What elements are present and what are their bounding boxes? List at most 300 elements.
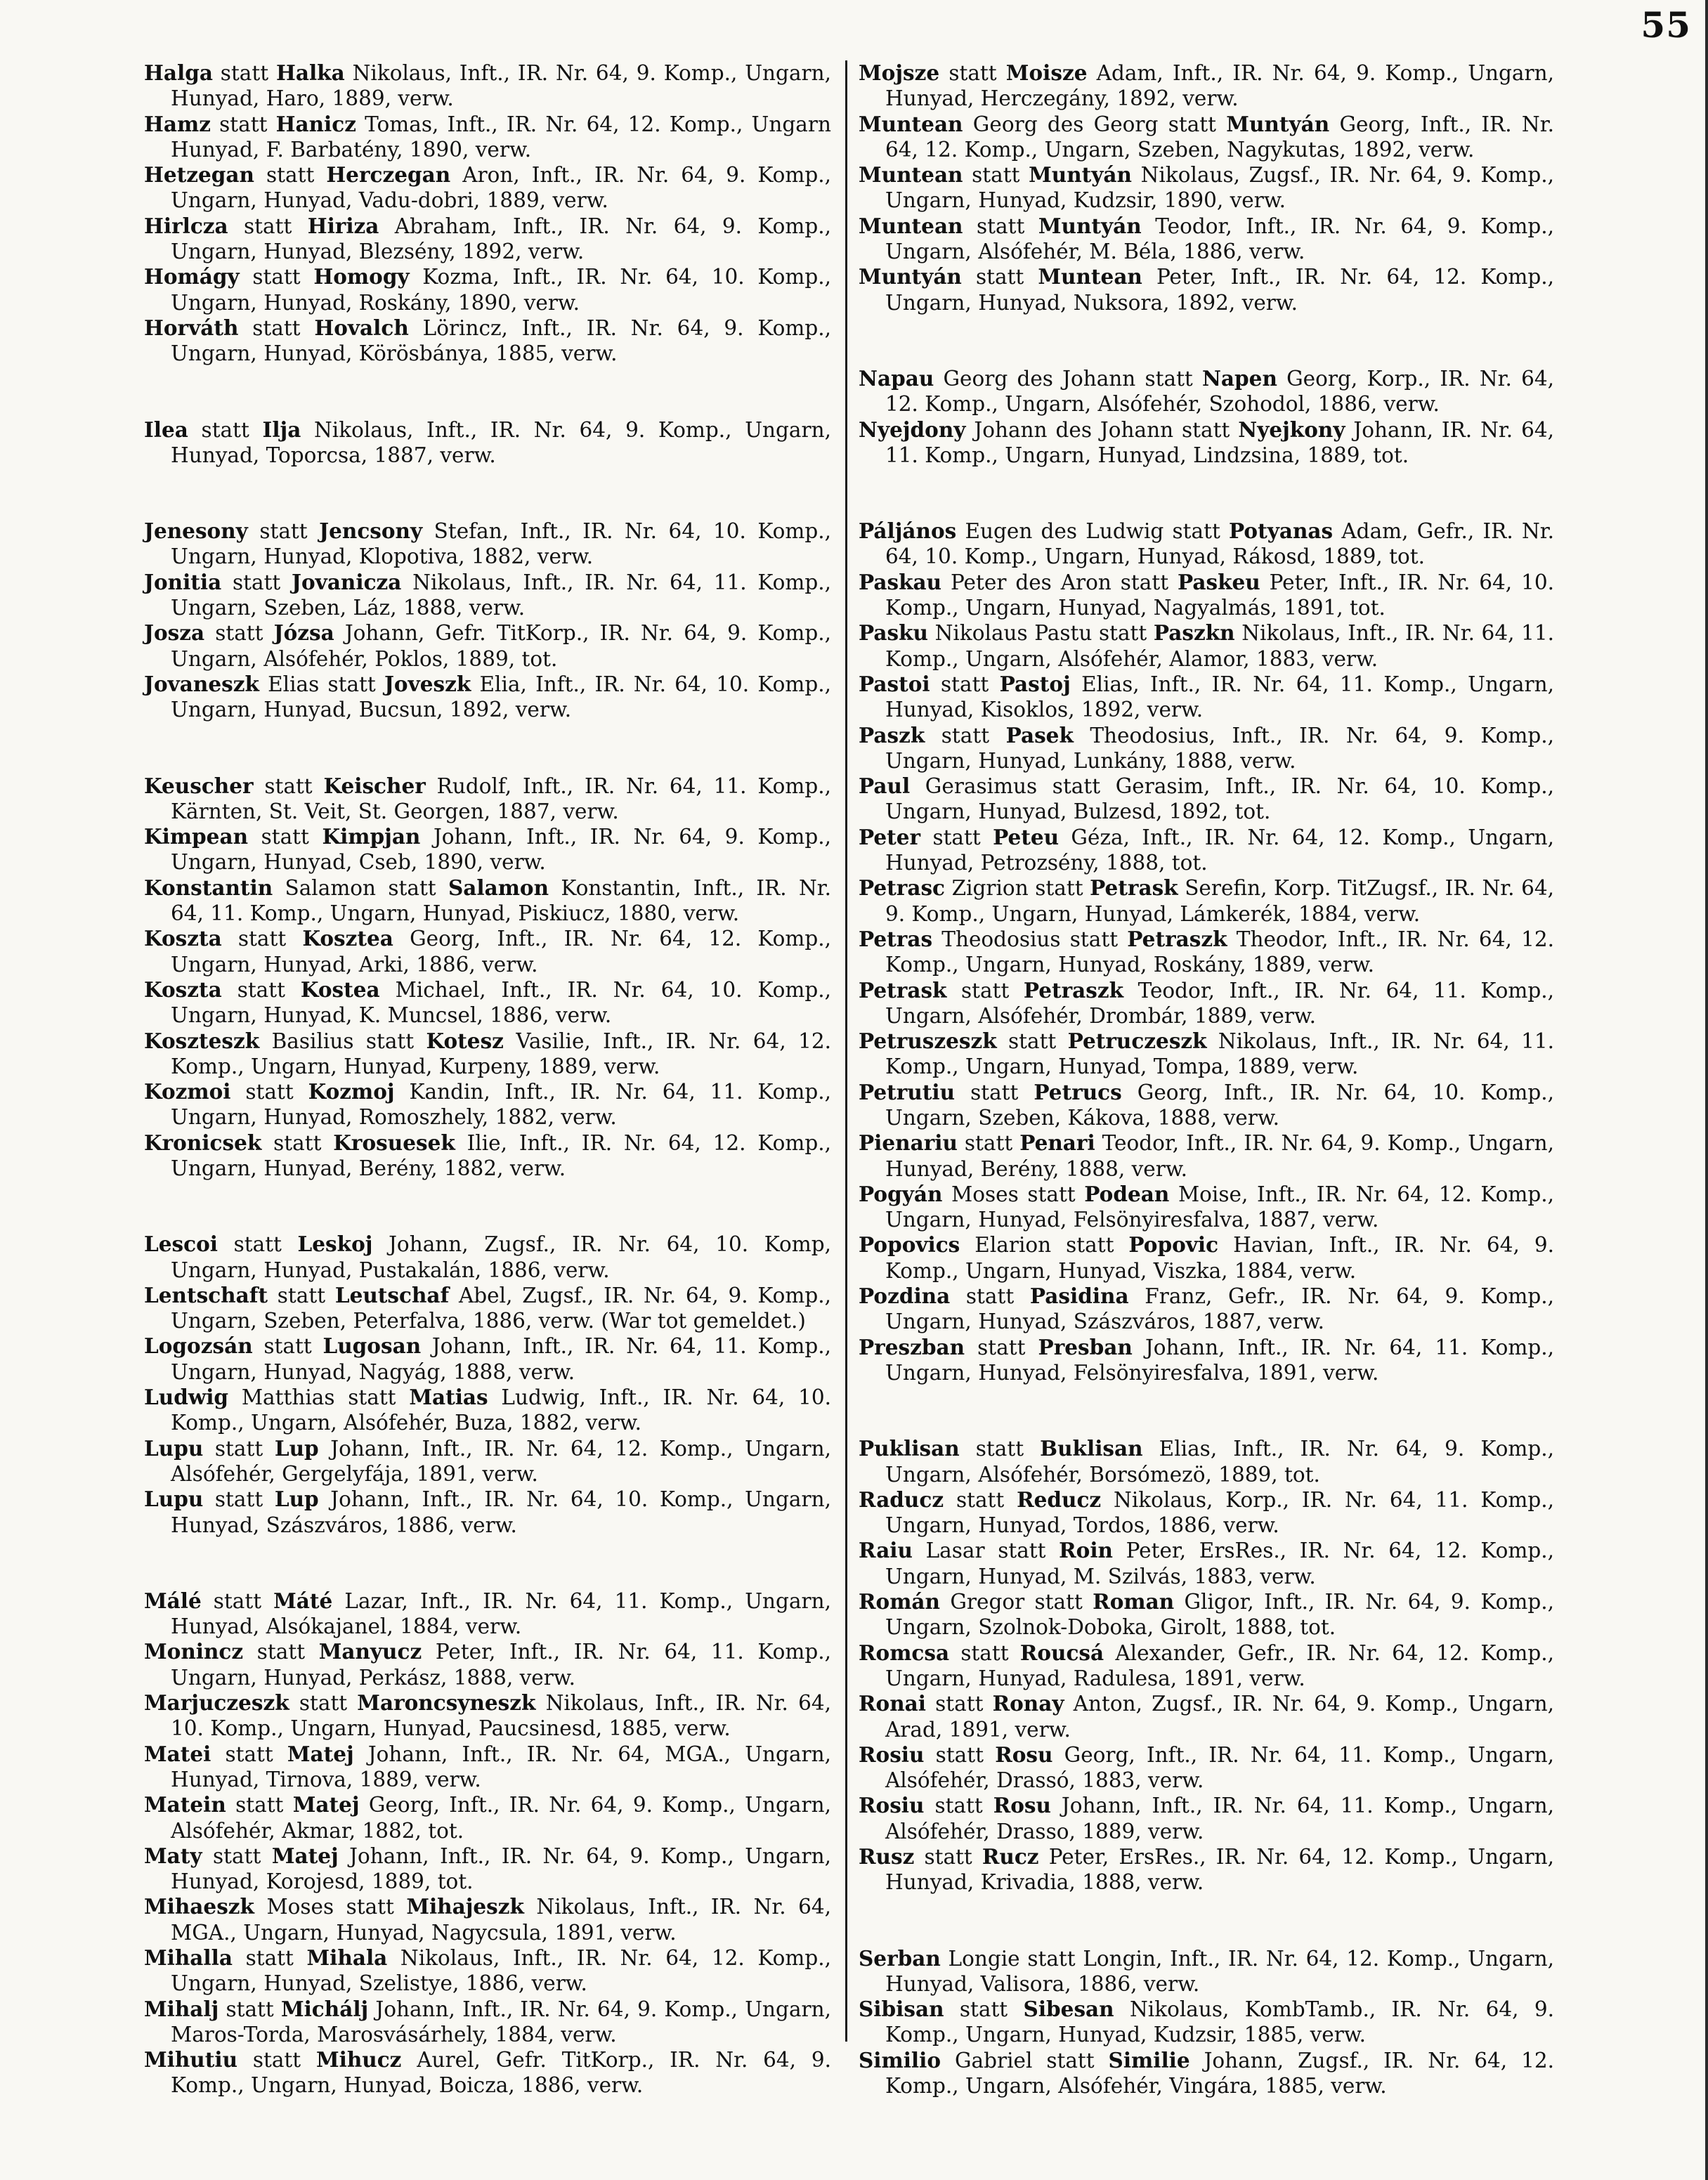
entry-surname: Kosztea <box>302 926 393 951</box>
entry-text: Adam, Inft., IR. Nr. 64, 9. Komp., Ungarn, Hunyad, Herczegány, 1892, verw. <box>885 61 1554 111</box>
entry-surname: Leskoj <box>297 1232 373 1257</box>
register-entry <box>859 620 1554 672</box>
register-entry <box>144 1690 831 1742</box>
entry-text: statt <box>961 265 1038 289</box>
entry-surname: Mihalla <box>144 1945 233 1970</box>
entry-text: Moses statt <box>254 1895 407 1919</box>
entry-text: Johann, Inft., IR. Nr. 64, 12. Komp., Ungarn, Alsófehér, Gergelyfája, 1891, verw. <box>171 1436 831 1486</box>
entry-surname: Halga <box>144 60 213 85</box>
entry-surname: Herczegan <box>326 162 451 188</box>
register-entry <box>859 1182 1554 1233</box>
entry-surname: Muntyán <box>1029 162 1132 188</box>
entry-surname: Popovic <box>1128 1232 1219 1258</box>
entry-text: statt <box>239 265 314 289</box>
entry-text: Georg, Inft., IR. Nr. 64, 12. Komp., Ungarn, Szeben, Nagykutas, 1892, verw. <box>885 112 1554 162</box>
entry-text: Kandin, Inft., IR. Nr. 64, 11. Komp., Ungarn, Hunyad, Romoszhely, 1882, verw. <box>171 1080 831 1130</box>
entry-surname: Peter <box>859 824 921 849</box>
entry-text: statt <box>226 1793 293 1817</box>
entry-surname: Peteu <box>993 824 1060 849</box>
entry-text: Tomas, Inft., IR. Nr. 64, 12. Komp., Ungarn Hunyad, F. Barbatény, 1890, verw. <box>171 112 831 162</box>
entry-surname: Konstantin <box>144 875 273 900</box>
entry-text: Moses statt <box>942 1182 1085 1206</box>
entry-surname: Román <box>859 1589 940 1614</box>
entry-text: Elias, Inft., IR. Nr. 64, 11. Komp., Ungarn, Hunyad, Kisoklos, 1892, verw. <box>885 672 1554 722</box>
entry-text: Nikolaus, Inft., IR. Nr. 64, MGA., Ungarn, Hunyad, Nagycsula, 1891, verw. <box>171 1895 831 1945</box>
entry-surname: Lentschaft <box>144 1282 268 1307</box>
register-entry <box>144 1742 831 1793</box>
entry-surname: Popovics <box>859 1232 960 1258</box>
entry-surname: Michálj <box>280 1996 369 2021</box>
entry-surname: Kozmoj <box>308 1079 395 1104</box>
entry-text: statt <box>188 417 263 442</box>
entry-text: statt <box>965 1335 1038 1359</box>
entry-text: Eugen des Ludwig statt <box>956 519 1230 544</box>
entry-surname: Monincz <box>144 1639 244 1664</box>
entry-surname: Mihutiu <box>144 2047 238 2073</box>
entry-surname: Pastoj <box>999 671 1071 696</box>
entry-surname: Romcsa <box>859 1640 950 1665</box>
entry-text: Teodor, Inft., IR. Nr. 64, 11. Komp., Ungarn, Alsófehér, Drombár, 1889, verw. <box>885 978 1554 1028</box>
register-entry <box>859 1793 1554 1844</box>
entry-surname: Lupu <box>144 1487 204 1512</box>
entry-surname: Josza <box>144 620 205 646</box>
entry-surname: Kimpjan <box>322 824 421 849</box>
entry-surname: Petraszk <box>1127 926 1227 951</box>
entry-surname: Keuscher <box>144 773 254 798</box>
register-entry <box>859 927 1554 978</box>
register-entry <box>144 672 831 723</box>
register-entry <box>144 1639 831 1690</box>
register-entry <box>144 518 831 570</box>
entry-surname: Serban <box>859 1945 941 1971</box>
entry-text: Havian, Inft., IR. Nr. 64, 9. Komp., Ungarn, Hunyad, Viszka, 1884, verw. <box>885 1233 1554 1283</box>
entry-text: statt <box>924 1794 993 1818</box>
entry-surname: Pozdina <box>859 1284 951 1309</box>
entry-text: Nikolaus, Inft., IR. Nr. 64, 11. Komp., Ungarn, Hunyad, Tompa, 1889, verw. <box>885 1029 1554 1079</box>
entry-text: Theodor, Inft., IR. Nr. 64, 12. Komp., Ungarn, Hunyad, Roskány, 1889, verw. <box>885 927 1554 977</box>
entry-surname: Matej <box>292 1792 360 1817</box>
entry-text: statt <box>950 1284 1030 1309</box>
entry-text: statt <box>247 519 320 544</box>
entry-text: Johann, Zugsf., IR. Nr. 64, 12. Komp., Ungarn, Alsófehér, Vingára, 1885, verw. <box>885 2048 1554 2099</box>
entry-surname: Ronay <box>992 1691 1064 1716</box>
entry-surname: Ronai <box>859 1691 926 1716</box>
entry-text: Konstantin, Inft., IR. Nr. 64, 11. Komp., Ungarn, Hunyad, Piskiucz, 1880, verw. <box>171 875 831 926</box>
entry-surname: Koszta <box>144 926 222 951</box>
entry-text: statt <box>963 163 1029 188</box>
register-entry <box>859 875 1554 927</box>
register-entry <box>859 1232 1554 1284</box>
entry-surname: Reducz <box>1017 1487 1102 1512</box>
entry-group <box>859 1436 1554 1895</box>
entry-surname: Similio <box>859 2047 941 2073</box>
entry-surname: Logozsán <box>144 1333 253 1359</box>
entry-surname: Jovanicza <box>292 569 402 594</box>
register-entry <box>859 2048 1554 2099</box>
left-column <box>144 60 831 2149</box>
register-entry <box>144 112 831 163</box>
register-entry <box>859 366 1554 417</box>
entry-text: Peter, Inft., IR. Nr. 64, 10. Komp., Ungarn, Hunyad, Nagyalmás, 1891, tot. <box>885 570 1554 620</box>
entry-text: statt <box>930 672 1000 696</box>
entry-surname: Maroncsyneszk <box>357 1690 536 1716</box>
entry-text: statt <box>204 621 274 646</box>
entry-surname: Nyejkony <box>1238 417 1345 442</box>
scan-edge <box>1705 0 1708 2180</box>
entry-surname: Ludwig <box>144 1385 229 1410</box>
entry-text: Abel, Zugsf., IR. Nr. 64, 9. Komp., Ungarn, Szeben, Peterfalva, 1886, verw. (War tot gemeldet.) <box>171 1283 832 1333</box>
entry-surname: Lupu <box>144 1435 204 1461</box>
entry-surname: Máté <box>273 1588 333 1613</box>
entry-text: Adam, Gefr., IR. Nr. 64, 10. Komp., Ungarn, Hunyad, Rákosd, 1889, tot. <box>885 519 1555 569</box>
entry-group <box>859 518 1554 1385</box>
entry-text: Gregor statt <box>939 1590 1093 1614</box>
entry-surname: Roin <box>1059 1538 1113 1563</box>
entry-text: Ilie, Inft., IR. Nr. 64, 12. Komp., Ungarn, Hunyad, Berény, 1882, verw. <box>171 1130 832 1180</box>
entry-surname: Mihaeszk <box>144 1894 254 1919</box>
entry-text: Johann des Johann statt <box>965 417 1239 442</box>
register-entry <box>859 1691 1554 1742</box>
entry-surname: Lup <box>274 1435 319 1461</box>
entry-text: Zigrion statt <box>945 876 1090 901</box>
entry-text: statt <box>243 1640 319 1664</box>
entry-text: Johann, Inft., IR. Nr. 64, 9. Komp., Ungarn, Hunyad, Korojesd, 1889, tot. <box>171 1843 832 1894</box>
entry-surname: Mihucz <box>315 2047 402 2073</box>
entry-surname: Roman <box>1093 1589 1175 1614</box>
entry-surname: Rosu <box>995 1742 1053 1767</box>
register-entry <box>859 1130 1554 1182</box>
entry-text: statt <box>268 1283 335 1307</box>
entry-text: Johann, Inft., IR. Nr. 64, 10. Komp., Ungarn, Hunyad, Szászváros, 1886, verw. <box>171 1487 831 1537</box>
register-entry <box>144 417 831 469</box>
entry-surname: Kostea <box>300 977 380 1002</box>
register-entry <box>144 774 831 825</box>
entry-surname: Mihajeszk <box>406 1894 524 1919</box>
register-entry <box>144 1894 831 1945</box>
entry-text: statt <box>996 1029 1068 1054</box>
entry-group <box>859 366 1554 468</box>
entry-surname: Rosiu <box>859 1742 925 1767</box>
register-entry <box>144 1487 831 1538</box>
column-divider <box>845 60 847 2042</box>
entry-text: Vasilie, Inft., IR. Nr. 64, 12. Komp., Ungarn, Hunyad, Kurpeny, 1889, verw. <box>171 1029 831 1078</box>
entry-surname: Petruczeszk <box>1067 1029 1207 1054</box>
entry-text: statt <box>212 61 276 85</box>
entry-surname: Hanicz <box>275 111 356 136</box>
entry-text: statt <box>946 978 1024 1003</box>
entry-group <box>144 60 831 367</box>
register-entry <box>144 824 831 875</box>
entry-text: Johann, Inft., IR. Nr. 64, 11. Komp., Ungarn, Hunyad, Felsönyiresfalva, 1891, verw. <box>885 1335 1554 1385</box>
entry-surname: Moisze <box>1005 60 1088 85</box>
entry-text: Nikolaus, Korp., IR. Nr. 64, 11. Komp., Ungarn, Hunyad, Tordos, 1886, verw. <box>885 1487 1554 1538</box>
register-entry <box>859 60 1554 112</box>
entry-surname: Paskeu <box>1177 569 1260 594</box>
entry-text: Serefin, Korp. TitZugsf., IR. Nr. 64, 9. Komp., Ungarn, Hunyad, Lámkerék, 1884, verw. <box>885 876 1554 926</box>
entry-group <box>144 1232 831 1538</box>
entry-surname: Muntyán <box>859 264 962 289</box>
entry-text: statt <box>232 1946 307 1970</box>
entry-surname: Keischer <box>323 773 426 798</box>
entry-text: statt <box>949 1640 1020 1665</box>
entry-surname: Napen <box>1201 365 1277 391</box>
entry-text: Georg des Johann statt <box>934 366 1202 391</box>
entry-text: statt <box>959 1437 1041 1461</box>
entry-surname: Hirlcza <box>144 213 228 238</box>
entry-surname: Similie <box>1108 2047 1190 2073</box>
entry-text: Aron, Inft., IR. Nr. 64, 9. Komp., Ungarn, Hunyad, Vadu-dobri, 1889, verw. <box>171 163 831 213</box>
register-entry <box>859 1589 1554 1640</box>
entry-text: Johann, Zugsf., IR. Nr. 64, 10. Komp, Ungarn, Hunyad, Pustakalán, 1886, verw. <box>171 1232 831 1282</box>
entry-text: Georg, Inft., IR. Nr. 64, 12. Komp., Ungarn, Hunyad, Arki, 1886, verw. <box>171 927 832 977</box>
entry-text: Johann, IR. Nr. 64, 11. Komp., Ungarn, Hunyad, Lindzsina, 1889, tot. <box>885 417 1554 467</box>
entry-text: Peter, Inft., IR. Nr. 64, 12. Komp., Ungarn, Hunyad, Nuksora, 1892, verw. <box>885 265 1555 315</box>
register-entry <box>144 875 831 927</box>
entry-text: statt <box>219 1997 281 2021</box>
entry-surname: Krosuesek <box>333 1130 455 1155</box>
entry-surname: Hetzegan <box>144 162 254 188</box>
entry-text: Stefan, Inft., IR. Nr. 64, 10. Komp., Ungarn, Hunyad, Klopotiva, 1882, verw. <box>171 519 832 569</box>
entry-surname: Jovaneszk <box>144 671 259 696</box>
entry-surname: Manyucz <box>318 1639 422 1664</box>
entry-surname: Hamz <box>144 111 211 136</box>
entry-text: Elias, Inft., IR. Nr. 64, 9. Komp., Ungarn, Alsófehér, Borsómezö, 1889, tot. <box>885 1437 1554 1487</box>
entry-surname: Ilja <box>262 417 301 442</box>
entry-text: Johann, Inft., IR. Nr. 64, 9. Komp., Ungarn, Hunyad, Cseb, 1890, verw. <box>171 825 832 875</box>
entry-text: Rudolf, Inft., IR. Nr. 64, 11. Komp., Kärnten, St. Veit, St. Georgen, 1887, verw. <box>171 774 831 823</box>
entry-text: Franz, Gefr., IR. Nr. 64, 9. Komp., Ungarn, Hunyad, Szászváros, 1887, verw. <box>885 1284 1555 1334</box>
entry-surname: Pasek <box>1005 722 1074 748</box>
register-entry <box>859 1029 1554 1080</box>
entry-text: statt <box>203 1436 275 1461</box>
entry-text: statt <box>254 163 327 188</box>
entry-surname: Hovalch <box>314 315 409 340</box>
entry-text: statt <box>203 1487 275 1512</box>
entry-group <box>859 60 1554 315</box>
register-entry <box>859 570 1554 621</box>
entry-text: Aurel, Gefr. TitKorp., IR. Nr. 64, 9. Komp., Ungarn, Hunyad, Boicza, 1886, verw. <box>171 2048 832 2098</box>
register-entry <box>144 1232 831 1283</box>
register-entry <box>859 214 1554 265</box>
entry-surname: Muntean <box>859 162 963 188</box>
entry-surname: Preszban <box>859 1334 965 1359</box>
entry-text: statt <box>924 1742 996 1767</box>
entry-group <box>144 774 831 1182</box>
entry-surname: Jonitia <box>144 569 222 594</box>
entry-text: Nikolaus, Inft., IR. Nr. 64, 11. Komp., Ungarn, Alsófehér, Alamor, 1883, verw. <box>885 621 1554 671</box>
entry-text: Lazar, Inft., IR. Nr. 64, 11. Komp., Ungarn, Hunyad, Alsókajanel, 1884, verw. <box>171 1588 832 1639</box>
register-entry <box>859 1844 1554 1895</box>
register-entry <box>144 162 831 214</box>
entry-text: Peter des Aron statt <box>941 570 1178 594</box>
register-entry <box>144 60 831 112</box>
entry-surname: Potyanas <box>1229 518 1334 544</box>
entry-surname: Mihalj <box>144 1996 219 2021</box>
entry-text: Georg, Korp., IR. Nr. 64, 12. Komp., Ungarn, Alsófehér, Szohodol, 1886, verw. <box>885 366 1554 417</box>
register-entry <box>144 1945 831 1997</box>
entry-surname: Jencsony <box>319 518 423 544</box>
entry-text: Longie statt Longin, Inft., IR. Nr. 64, 12. Komp., Ungarn, Hunyad, Valisora, 1886, verw. <box>885 1946 1554 1996</box>
register-entry <box>859 1742 1554 1794</box>
register-entry <box>859 672 1554 723</box>
entry-surname: Pasidina <box>1029 1284 1129 1309</box>
entry-group <box>144 417 831 469</box>
entry-group <box>144 1588 831 2099</box>
entry-surname: Pienariu <box>859 1130 958 1156</box>
entry-surname: Koszta <box>144 977 222 1002</box>
entry-text: Lasar statt <box>912 1539 1060 1563</box>
entry-surname: Nyejdony <box>859 417 966 442</box>
register-entry <box>859 518 1554 570</box>
entry-text: statt <box>238 315 315 340</box>
register-entry <box>859 112 1554 163</box>
entry-surname: Muntean <box>859 213 963 238</box>
entry-text: Kozma, Inft., IR. Nr. 64, 10. Komp., Ungarn, Hunyad, Roskány, 1890, verw. <box>171 265 831 315</box>
register-entry <box>859 1335 1554 1386</box>
entry-text: Géza, Inft., IR. Nr. 64, 12. Komp., Ungarn, Hunyad, Petrozsény, 1888, tot. <box>885 825 1555 875</box>
entry-surname: Páljános <box>859 518 957 544</box>
entry-text: statt <box>210 112 276 136</box>
entry-surname: Matej <box>271 1843 339 1868</box>
entry-surname: Paszk <box>859 722 925 748</box>
entry-surname: Penari <box>1019 1130 1095 1156</box>
entry-surname: Petrask <box>859 977 947 1003</box>
entry-surname: Hiriza <box>307 213 379 238</box>
register-entry <box>144 1079 831 1130</box>
entry-text: Nikolaus, Inft., IR. Nr. 64, 9. Komp., Ungarn, Hunyad, Toporcsa, 1887, verw. <box>171 417 832 467</box>
entry-surname: Halka <box>275 60 345 85</box>
entry-text: Salamon statt <box>273 875 448 900</box>
entry-surname: Podean <box>1084 1181 1170 1206</box>
entry-surname: Paul <box>859 774 911 799</box>
entry-text: statt <box>202 1843 272 1868</box>
entry-text: statt <box>248 825 322 849</box>
entry-text: Theodosius statt <box>932 927 1128 951</box>
entry-surname: Muntyán <box>1038 213 1142 238</box>
register-entry <box>144 2047 831 2099</box>
entry-text: statt <box>201 1588 274 1613</box>
entry-surname: Leutschaf <box>334 1282 450 1307</box>
entry-text: Elia, Inft., IR. Nr. 64, 10. Komp., Ungarn, Hunyad, Bucsun, 1892, verw. <box>171 672 831 722</box>
entry-surname: Muntyán <box>1226 111 1330 136</box>
entry-text: Georg, Inft., IR. Nr. 64, 10. Komp., Ungarn, Szeben, Kákova, 1888, verw. <box>885 1080 1554 1130</box>
entry-surname: Lescoi <box>144 1232 218 1257</box>
entry-text: Ludwig, Inft., IR. Nr. 64, 10. Komp., Ungarn, Alsófehér, Buza, 1882, verw. <box>171 1385 831 1435</box>
entry-text: Elias statt <box>259 672 384 696</box>
register-entry <box>144 1843 831 1895</box>
entry-text: statt <box>955 1080 1034 1104</box>
entry-surname: Rosiu <box>859 1793 925 1818</box>
entry-text: Georg des Georg statt <box>963 112 1227 136</box>
entry-surname: Horváth <box>144 315 239 340</box>
entry-surname: Marjuczeszk <box>144 1690 289 1716</box>
register-entry <box>859 1487 1554 1539</box>
entry-text: Basilius statt <box>259 1029 426 1053</box>
register-entry <box>859 1997 1554 2048</box>
entry-surname: Ilea <box>144 417 188 442</box>
entry-text: Peter, ErsRes., IR. Nr. 64, 12. Komp., Ungarn, Hunyad, M. Szilvás, 1883, verw. <box>885 1539 1554 1588</box>
entry-text: Lörincz, Inft., IR. Nr. 64, 9. Komp., Ungarn, Hunyad, Körösbánya, 1885, verw. <box>171 315 831 366</box>
register-entry <box>144 315 831 367</box>
entry-text: Georg, Inft., IR. Nr. 64, 9. Komp., Ungarn, Alsófehér, Akmar, 1882, tot. <box>171 1793 831 1843</box>
entry-text: Nikolaus, Inft., IR. Nr. 64, 10. Komp., Ungarn, Hunyad, Paucsinesd, 1885, verw. <box>171 1691 831 1741</box>
entry-surname: Rosu <box>993 1793 1051 1818</box>
entry-text: Alexander, Gefr., IR. Nr. 64, 12. Komp., Ungarn, Hunyad, Radulesa, 1891, verw. <box>885 1640 1554 1690</box>
entry-text: Nikolaus, Inft., IR. Nr. 64, 9. Komp., Ungarn, Hunyad, Haro, 1889, verw. <box>171 61 832 111</box>
entry-surname: Mojsze <box>859 60 940 85</box>
entry-surname: Roucsá <box>1019 1640 1104 1665</box>
register-entry <box>859 1640 1554 1692</box>
entry-surname: Matei <box>144 1741 211 1766</box>
entry-surname: Sibisan <box>859 1997 944 2022</box>
entry-surname: Joveszk <box>384 671 471 696</box>
entry-surname: Kronicsek <box>144 1130 262 1155</box>
entry-surname: Muntean <box>859 111 963 136</box>
entry-text: statt <box>253 774 324 798</box>
register-entry <box>859 162 1554 214</box>
entry-surname: Petrask <box>1090 875 1178 901</box>
register-entry <box>144 620 831 672</box>
entry-text: statt <box>939 61 1006 85</box>
entry-surname: Salamon <box>448 875 549 900</box>
register-entry <box>144 1130 831 1182</box>
entry-surname: Petrutiu <box>859 1079 956 1104</box>
register-entry <box>144 1792 831 1843</box>
register-entry <box>859 417 1554 469</box>
entry-text: Matthias statt <box>228 1385 410 1410</box>
entry-surname: Petruszeszk <box>859 1029 997 1054</box>
entry-text: Johann, Gefr. TitKorp., IR. Nr. 64, 9. Komp., Ungarn, Alsófehér, Poklos, 1889, tot. <box>171 621 832 671</box>
entry-text: Johann, Inft., IR. Nr. 64, MGA., Ungarn, Hunyad, Tirnova, 1889, verw. <box>171 1742 832 1791</box>
register-entry <box>144 214 831 265</box>
register-entry <box>859 978 1554 1029</box>
entry-surname: Málé <box>144 1588 202 1613</box>
register-entry <box>859 264 1554 315</box>
entry-surname: Pastoi <box>859 671 930 696</box>
entry-text: Johann, Inft., IR. Nr. 64, 11. Komp., Ungarn, Alsófehér, Drasso, 1889, verw. <box>885 1794 1554 1843</box>
entry-text: statt <box>211 1742 287 1766</box>
entry-text: Johann, Inft., IR. Nr. 64, 9. Komp., Ungarn, Maros-Torda, Marosvásárhely, 1884, verw. <box>171 1997 832 2047</box>
entry-text: statt <box>228 214 308 238</box>
entry-surname: Pasku <box>859 620 929 646</box>
entry-surname: Raiu <box>859 1538 913 1563</box>
register-entry <box>144 1997 831 2048</box>
entry-text: Nikolaus, Inft., IR. Nr. 64, 12. Komp., Ungarn, Hunyad, Szelistye, 1886, verw. <box>171 1946 832 1996</box>
entry-text: statt <box>957 1131 1020 1156</box>
register-entry <box>144 1385 831 1436</box>
entry-text: statt <box>237 2048 316 2073</box>
register-entry <box>859 723 1554 774</box>
entry-surname: Rucz <box>982 1844 1039 1869</box>
entry-group <box>144 518 831 722</box>
entry-surname: Mihala <box>306 1945 388 1970</box>
entry-surname: Napau <box>859 365 934 391</box>
entry-text: statt <box>261 1130 334 1155</box>
register-entry <box>144 1588 831 1640</box>
entry-text: statt <box>289 1691 358 1716</box>
entry-surname: Paszkn <box>1153 620 1235 646</box>
entry-surname: Kotesz <box>426 1028 504 1053</box>
entry-text: Abraham, Inft., IR. Nr. 64, 9. Komp., Ungarn, Hunyad, Blezsény, 1892, verw. <box>171 214 832 264</box>
entry-text: Nikolaus Pastu statt <box>928 621 1154 646</box>
entry-surname: Koszteszk <box>144 1028 260 1053</box>
register-entry <box>144 926 831 977</box>
entry-text: statt <box>230 1080 308 1104</box>
register-entry <box>144 1436 831 1487</box>
register-entry <box>859 825 1554 876</box>
entry-text: statt <box>221 977 301 1002</box>
entry-text: Elarion statt <box>960 1233 1129 1258</box>
